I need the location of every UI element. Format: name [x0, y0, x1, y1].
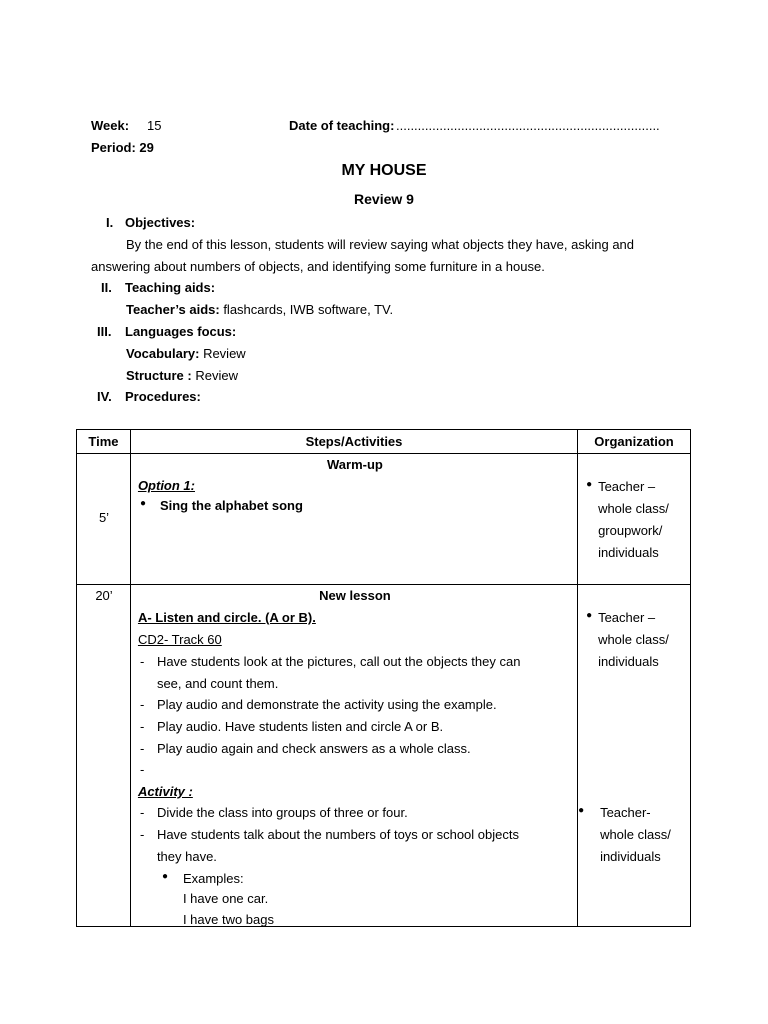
org-line: Teacher –	[598, 479, 656, 494]
structure-line	[126, 369, 238, 382]
org-line: whole class/	[600, 827, 671, 842]
objectives-text-line1: By the end of this lesson, students will review saying what objects they have, asking and	[126, 237, 635, 252]
dash: -	[139, 805, 145, 820]
table-row	[77, 585, 691, 927]
date-dots: .........................................................................	[396, 118, 660, 133]
org-line: whole class/	[598, 501, 669, 516]
page-subtitle: Review 9	[354, 191, 414, 207]
objectives-number: I.	[106, 215, 114, 230]
org-line: individuals	[598, 545, 659, 560]
col-header-organization: Organization	[578, 430, 691, 454]
track-label: CD2- Track 60	[137, 632, 222, 647]
date-label: Date of teaching:	[289, 118, 395, 133]
activities-cell	[130, 454, 577, 585]
dash: -	[139, 741, 145, 756]
organization-cell	[578, 454, 691, 585]
objectives-heading: Objectives:	[125, 215, 196, 230]
step-text: Play audio and demonstrate the activity using the example.	[156, 697, 497, 712]
dash: -	[139, 762, 145, 777]
org-line: individuals	[598, 654, 659, 669]
week-label: Week:	[91, 118, 130, 133]
org-line: groupwork/	[598, 523, 663, 538]
dash: -	[139, 697, 145, 712]
org-line: Teacher-	[600, 805, 651, 820]
procedures-heading: Procedures:	[125, 389, 201, 404]
step-text: Play audio again and check answers as a whole class.	[156, 741, 471, 756]
section-heading-new-lesson: New lesson	[319, 588, 391, 603]
org-line: whole class/	[598, 632, 669, 647]
examples-label: Examples:	[182, 871, 244, 886]
structure-value: Review	[191, 368, 238, 383]
step-text: see, and count them.	[156, 676, 279, 691]
activities-cell	[130, 585, 577, 927]
bullet-icon: ●	[578, 805, 585, 816]
dash: -	[139, 719, 145, 734]
vocabulary-label: Vocabulary:	[126, 346, 200, 361]
part-a-heading: A- Listen and circle. (A or B).	[137, 610, 316, 625]
page-title: MY HOUSE	[341, 162, 427, 179]
table-row	[77, 454, 691, 585]
dash: -	[139, 654, 145, 669]
col-header-steps: Steps/Activities	[130, 430, 577, 454]
col-header-time: Time	[77, 430, 131, 454]
procedures-number: IV.	[97, 389, 112, 404]
teaching-aids-number: II.	[101, 280, 112, 295]
activity-step-text: they have.	[156, 849, 217, 864]
org-line: Teacher –	[598, 610, 656, 625]
structure-label: Structure :	[126, 368, 192, 383]
languages-focus-heading: Languages focus:	[125, 324, 237, 339]
vocabulary-value: Review	[199, 346, 246, 361]
activity-label: Activity :	[137, 784, 193, 799]
example-text: I have one car.	[182, 891, 269, 906]
teachers-aids-value: flashcards, IWB software, TV.	[219, 302, 394, 317]
example-text: I have two bags	[182, 912, 274, 927]
table-header-row	[77, 430, 691, 454]
bullet-icon: ●	[586, 610, 593, 621]
teachers-aids-label: Teacher’s aids:	[126, 302, 220, 317]
time-cell	[77, 454, 131, 585]
bullet-icon: ●	[161, 871, 168, 882]
activity-sing-alphabet: Sing the alphabet song	[159, 498, 303, 513]
dash: -	[139, 827, 145, 842]
teachers-aids-line	[126, 303, 393, 316]
languages-focus-number: III.	[97, 324, 112, 339]
org-line: individuals	[600, 849, 661, 864]
procedures-table	[76, 429, 691, 927]
activity-step-text: Divide the class into groups of three or four.	[156, 805, 408, 820]
step-text: Play audio. Have students listen and circle A or B.	[156, 719, 444, 734]
organization-cell	[578, 585, 691, 927]
step-text: Have students look at the pictures, call out the objects they can	[156, 654, 521, 669]
teaching-aids-heading: Teaching aids:	[125, 280, 216, 295]
time-value: 20’	[95, 588, 113, 603]
section-heading-warmup: Warm-up	[327, 457, 383, 472]
time-value: 5’	[98, 510, 110, 525]
option-label: Option 1:	[137, 478, 195, 493]
period-label: Period: 29	[91, 140, 154, 155]
bullet-icon: ●	[139, 498, 146, 509]
bullet-icon: ●	[586, 479, 593, 490]
week-value: 15	[147, 118, 162, 133]
activity-step-text: Have students talk about the numbers of toys or school objects	[156, 827, 519, 842]
time-cell	[77, 585, 131, 927]
vocabulary-line	[126, 347, 246, 360]
objectives-text-line2: answering about numbers of objects, and identifying some furniture in a house.	[91, 259, 545, 274]
